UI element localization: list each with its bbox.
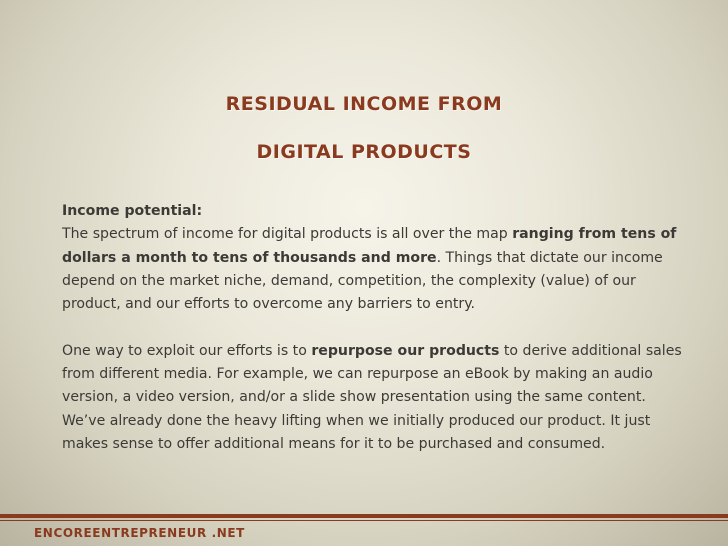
section-label: Income potential:: [62, 203, 203, 219]
paragraph-1-highlight: ranging from tens of dollars a month to tens of thousands and more: [62, 226, 677, 266]
paragraph-1-text-b: . Things that dictate our income depend on the market niche, demand, competition, the complexity (value) of our product, and our efforts to overcome any barriers to entry.: [62, 249, 663, 313]
paragraph-gap: [62, 316, 692, 339]
paragraph-income-potential: [62, 223, 692, 316]
paragraph-repurpose: [62, 340, 692, 456]
slide-title-line-1: RESIDUAL INCOME FROM: [225, 93, 503, 115]
paragraph-2-highlight: repurpose our products: [311, 342, 500, 359]
slide-title-line-2: DIGITAL PRODUCTS: [256, 141, 472, 163]
footer-divider-thick: [0, 514, 728, 518]
footer-divider-thin: [0, 520, 728, 521]
paragraph-1-text-a: The spectrum of income for digital products is all over the map: [62, 226, 513, 243]
paragraph-2-text-b: to derive additional sales from different media. For example, we can repurpose an eBook by making an audio version, a video version, and/or a slide show presentation using the same content. We’ve already done the heavy lifting when we initially produced our product. It just makes sense to offer additional means for it to be purchased and consumed.: [62, 342, 682, 452]
footer-site-name: ENCOREENTREPRENEUR .NET: [34, 526, 245, 540]
slide-body: [62, 200, 692, 456]
paragraph-2-text-a: One way to exploit our efforts is to: [62, 342, 312, 359]
